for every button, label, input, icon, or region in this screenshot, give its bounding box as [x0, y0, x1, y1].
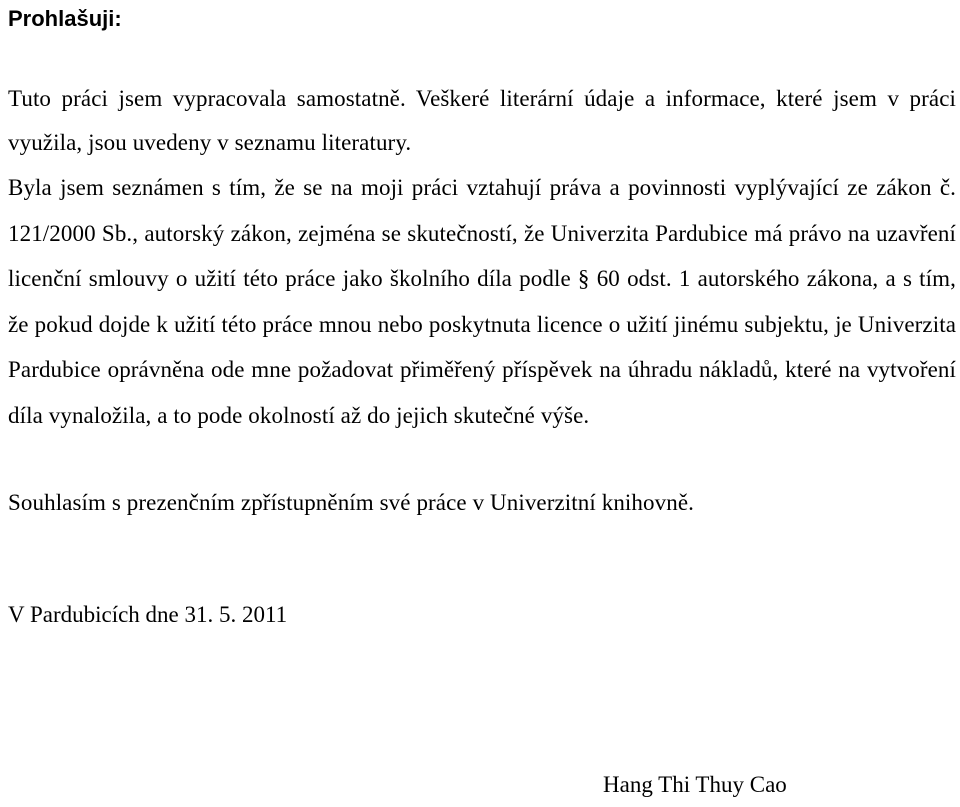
declaration-paragraph-library-consent: Souhlasím s prezenčním zpřístupněním své práce v Univerzitní knihovně. — [8, 490, 694, 515]
page-title: Prohlašuji: — [8, 6, 122, 31]
declaration-paragraph-copyright: Byla jsem seznámen s tím, že se na moji práci vztahují práva a povinnosti vyplývající ze zákon č. 121/2000 Sb., autorský zákon, zejména se skutečností, že Univerzita Pardubice má právo na uzavření licenční smlouvy o užití této práce jako školního díla podle § 60 odst. 1 autorského zákona, a s tím, že pokud dojde k užití této práce mnou nebo poskytnuta licence o užití jinému subjektu, je Univerzita Pardubice oprávněna ode mne požadovat přiměřený příspěvek na úhradu nákladů, které na vytvoření díla vynaložila, a to pode okolností až do jejich skutečné výše. — [8, 175, 956, 428]
declaration-paragraph-authorship: Tuto práci jsem vypracovala samostatně. Veškeré literární údaje a informace, které jsem v práci využila, jsou uvedeny v seznamu literatury. — [8, 86, 956, 155]
place-and-date: V Pardubicích dne 31. 5. 2011 — [8, 602, 288, 627]
author-signature-name: Hang Thi Thuy Cao — [603, 772, 787, 797]
